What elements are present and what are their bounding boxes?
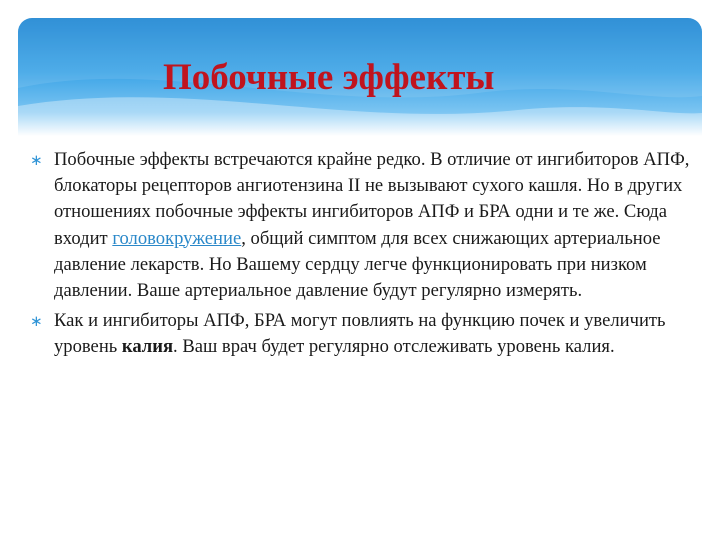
bullet-item-potassium: [30, 308, 690, 360]
bullet-text-after: , общий симптом для всех снижающих артериальное давление лекарств. Но Вашему сердцу легче функционировать при низком давлении. Ваше артериальное давление будут регулярно измерять.: [54, 227, 661, 302]
potassium-bold-text: калия: [121, 336, 174, 358]
bullet-text-after: . Ваш врач будет регулярно отслеживать уровень калия.: [173, 336, 615, 358]
asterisk-bullet-icon: ∗: [30, 312, 43, 331]
bullet-text-before: Побочные эффекты встречаются крайне редко. В отличие от ингибиторов АПФ, блокаторы рецепторов ангиотензина II не вызывают сухого кашля. Но в других отношениях побочные эффекты ингибиторов АПФ и БРА одни и те же. Сюда входит: [54, 149, 690, 249]
slide-title: Побочные эффекты: [163, 57, 495, 98]
bullet-item-side-effects: [30, 147, 690, 304]
dizziness-link[interactable]: головокружение: [112, 227, 242, 249]
slide-content: [30, 147, 690, 365]
bullet-text-before: Как и ингибиторы АПФ, БРА могут повлиять на функцию почек и увеличить уровень: [54, 310, 666, 358]
asterisk-bullet-icon: ∗: [30, 151, 43, 169]
